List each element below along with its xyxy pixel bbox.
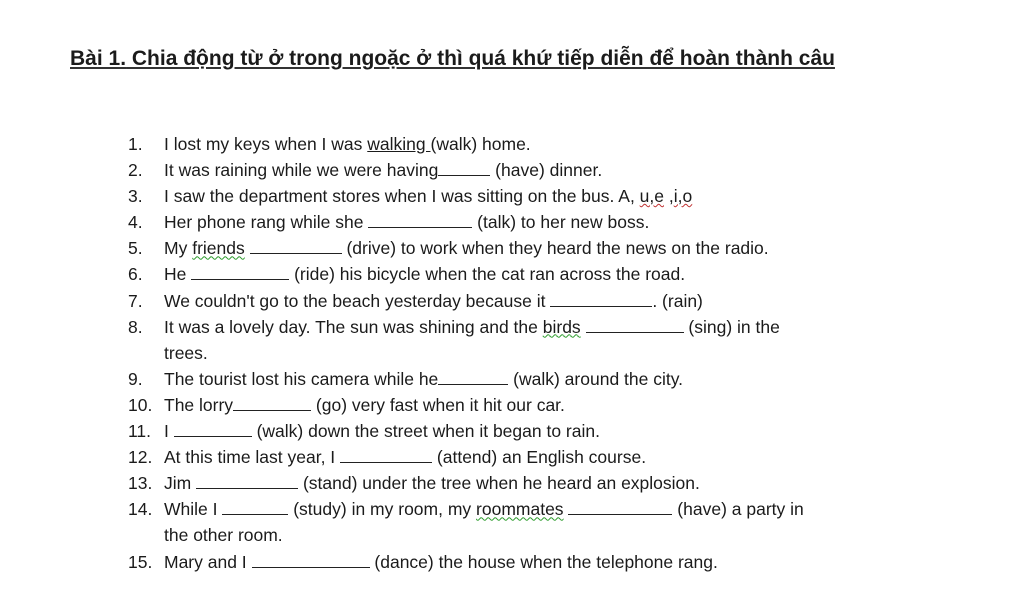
item-number: 8.	[128, 316, 143, 337]
exercise-list	[128, 131, 988, 575]
item-text: (have) a party in	[672, 499, 804, 520]
answer-blank	[196, 470, 298, 489]
list-item	[128, 314, 988, 366]
answer-blank	[438, 157, 490, 176]
item-text: (dance) the house when the telephone rang.	[369, 551, 718, 572]
answer-blank	[191, 261, 289, 280]
item-text-continued: trees.	[164, 342, 208, 363]
answer-blank	[233, 392, 311, 411]
list-item	[128, 288, 988, 314]
item-text: (sing) in the	[683, 316, 780, 337]
item-number: 7.	[128, 290, 143, 311]
item-number: 10.	[128, 394, 153, 415]
list-item	[128, 209, 988, 235]
item-text: friends	[192, 238, 245, 259]
item-number: 11.	[128, 421, 152, 442]
list-item	[128, 157, 988, 183]
handwritten-note: i,o	[673, 186, 693, 207]
handwritten-note: u,e	[639, 186, 664, 207]
item-text: My	[164, 238, 193, 259]
item-text: (talk) to her new boss.	[472, 212, 650, 233]
answer-blank	[340, 444, 432, 463]
list-item	[128, 418, 988, 444]
answer-blank	[550, 288, 652, 307]
answer-text: walking	[367, 134, 431, 154]
answer-blank	[586, 314, 684, 333]
item-text: While I	[164, 499, 223, 520]
item-number: 12.	[128, 447, 153, 468]
item-text: The lorry	[164, 394, 234, 415]
item-text: birds	[542, 316, 581, 337]
item-text: (have) dinner.	[490, 160, 603, 181]
item-text: ,	[664, 186, 674, 207]
item-text: (walk) around the city.	[508, 368, 684, 389]
item-text: (drive) to work when they heard the news on the radio.	[341, 238, 769, 259]
list-item	[128, 183, 988, 209]
item-number: 3.	[128, 186, 143, 207]
exercise-title	[70, 44, 970, 73]
item-text: (ride) his bicycle when the cat ran across the road.	[289, 264, 686, 285]
item-text: (stand) under the tree when he heard an explosion.	[298, 473, 700, 494]
item-text: (walk) down the street when it began to rain.	[251, 421, 600, 442]
item-text: (study) in my room, my	[288, 499, 477, 520]
item-text-continued: the other room.	[164, 525, 283, 546]
item-text: . (rain)	[652, 290, 703, 311]
item-number: 13.	[128, 473, 153, 494]
answer-blank	[174, 418, 252, 437]
answer-blank	[568, 496, 672, 515]
exercise-title-prefix: Bài 1.	[70, 47, 127, 70]
list-item	[128, 366, 988, 392]
item-text: (attend) an English course.	[432, 447, 647, 468]
item-text: (go) very fast when it hit our car.	[311, 394, 565, 415]
list-item	[128, 496, 988, 548]
item-text: I saw the department stores when I was sitting on the bus. A,	[164, 186, 640, 207]
item-number: 9.	[128, 368, 143, 389]
item-text: Her phone rang while she	[164, 212, 369, 233]
item-text: At this time last year, I	[164, 447, 341, 468]
answer-blank	[252, 549, 370, 568]
answer-blank	[250, 235, 342, 254]
item-text: It was raining while we were having	[164, 160, 439, 181]
item-text: He	[164, 264, 192, 285]
item-number: 6.	[128, 264, 143, 285]
item-number: 14.	[128, 499, 153, 520]
answer-blank	[438, 366, 508, 385]
list-item	[128, 392, 988, 418]
list-item	[128, 549, 988, 575]
item-text: (walk) home.	[430, 134, 531, 154]
item-number: 4.	[128, 212, 143, 233]
answer-blank	[368, 209, 472, 228]
answer-blank	[222, 496, 288, 515]
item-text: We couldn't go to the beach yesterday because it	[164, 290, 551, 311]
list-item	[128, 470, 988, 496]
item-text: The tourist lost his camera while he	[164, 368, 439, 389]
item-text: roommates	[476, 499, 564, 520]
list-item	[128, 261, 988, 287]
list-item	[128, 235, 988, 261]
item-text: I	[164, 421, 174, 442]
item-text: It was a lovely day. The sun was shining and the	[164, 316, 543, 337]
item-number: 2.	[128, 160, 143, 181]
item-number: 15.	[128, 551, 153, 572]
item-text: Jim	[164, 473, 197, 494]
item-number: 1.	[128, 134, 143, 154]
item-number: 5.	[128, 238, 143, 259]
item-text: Mary and I	[164, 551, 252, 572]
item-text: I lost my keys when I was	[164, 134, 368, 154]
list-item	[128, 444, 988, 470]
exercise-title-text: Chia động từ ở trong ngoặc ở thì quá khứ tiếp diễn để hoàn thành câu	[126, 47, 835, 70]
list-item	[128, 131, 988, 157]
